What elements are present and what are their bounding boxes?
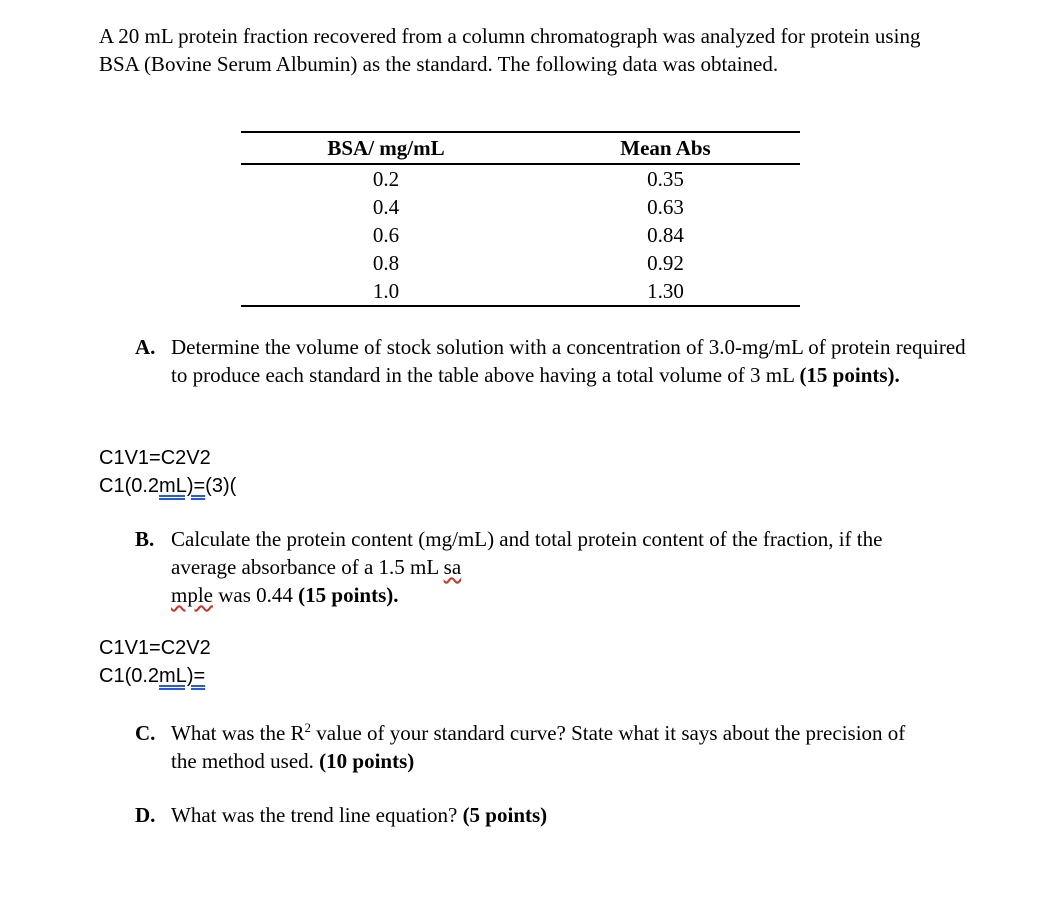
question-d-letter: D. (135, 803, 156, 827)
question-b-letter: B. (135, 527, 155, 551)
cell-bsa: 0.6 (372, 223, 400, 247)
question-c-points: (10 points) (319, 749, 415, 773)
cell-bsa: 1.0 (372, 279, 400, 303)
cell-bsa: 0.4 (372, 195, 400, 219)
work-b (99, 634, 211, 690)
cell-abs: 0.35 (647, 167, 684, 191)
question-d-text (171, 801, 975, 829)
question-b-points: (15 points). (298, 583, 399, 607)
table-row (241, 164, 800, 193)
question-b (135, 525, 975, 609)
question-a-body: Determine the volume of stock solution with a concentration of 3.0-mg/mL of protein required to produce each standard in the table above having a total volume of 3 mL (171, 335, 966, 387)
question-c-text (171, 719, 931, 775)
question-a-letter: A. (135, 335, 156, 359)
table-row (241, 221, 800, 249)
work-b-line2 (99, 662, 211, 690)
question-b-typo-1: sa (443, 555, 462, 579)
header-bsa: BSA/ mg/mL (327, 136, 445, 160)
question-b-body-after: was 0.44 (218, 583, 293, 607)
question-a-text (171, 333, 975, 389)
bsa-data-table (241, 131, 800, 307)
cell-bsa: 0.8 (372, 251, 400, 275)
question-b-body: Calculate the protein content (mg/mL) and total protein content of the fraction, if the average absorbance of a 1.5 mL (171, 527, 883, 579)
question-b-text (171, 525, 931, 609)
table-row (241, 249, 800, 277)
work-b-line2-underlined: mL)= (159, 665, 206, 687)
work-a (99, 444, 236, 500)
question-d-body: What was the trend line equation? (171, 803, 458, 827)
question-a (135, 333, 975, 389)
question-d (135, 801, 975, 829)
question-c-sup: 2 (304, 720, 312, 735)
table-header-row (241, 132, 800, 164)
intro-text: A 20 mL protein fraction recovered from a column chromatograph was analyzed for protein using BSA (Bovine Serum Albumin) as the standard. The following data was obtained. (99, 24, 921, 76)
work-a-line2-prefix: C1(0.2 (99, 475, 160, 497)
header-mean-abs: Mean Abs (620, 136, 711, 160)
cell-abs: 0.92 (647, 251, 684, 275)
work-b-line1: C1V1=C2V2 (99, 637, 211, 659)
cell-abs: 0.84 (647, 223, 684, 247)
table-row (241, 193, 800, 221)
question-c-body-after: value of your standard curve? State what it says about the precision of the method used. (171, 721, 906, 773)
work-a-line2-suffix: (3)( (205, 475, 237, 497)
cell-abs: 1.30 (647, 279, 684, 303)
work-a-line2 (99, 472, 236, 500)
work-b-line2-prefix: C1(0.2 (99, 665, 160, 687)
question-c-letter: C. (135, 721, 156, 745)
cell-abs: 0.63 (647, 195, 684, 219)
intro-paragraph (99, 22, 959, 78)
work-a-line2-underlined: mL)= (159, 475, 206, 497)
table-row (241, 277, 800, 306)
question-c-body: What was the R (171, 721, 305, 745)
question-c (135, 719, 975, 775)
work-a-line1: C1V1=C2V2 (99, 447, 211, 469)
cell-bsa: 0.2 (372, 167, 400, 191)
question-a-points: (15 points). (799, 363, 900, 387)
question-d-points: (5 points) (462, 803, 548, 827)
question-b-typo-2: mple (171, 583, 213, 607)
